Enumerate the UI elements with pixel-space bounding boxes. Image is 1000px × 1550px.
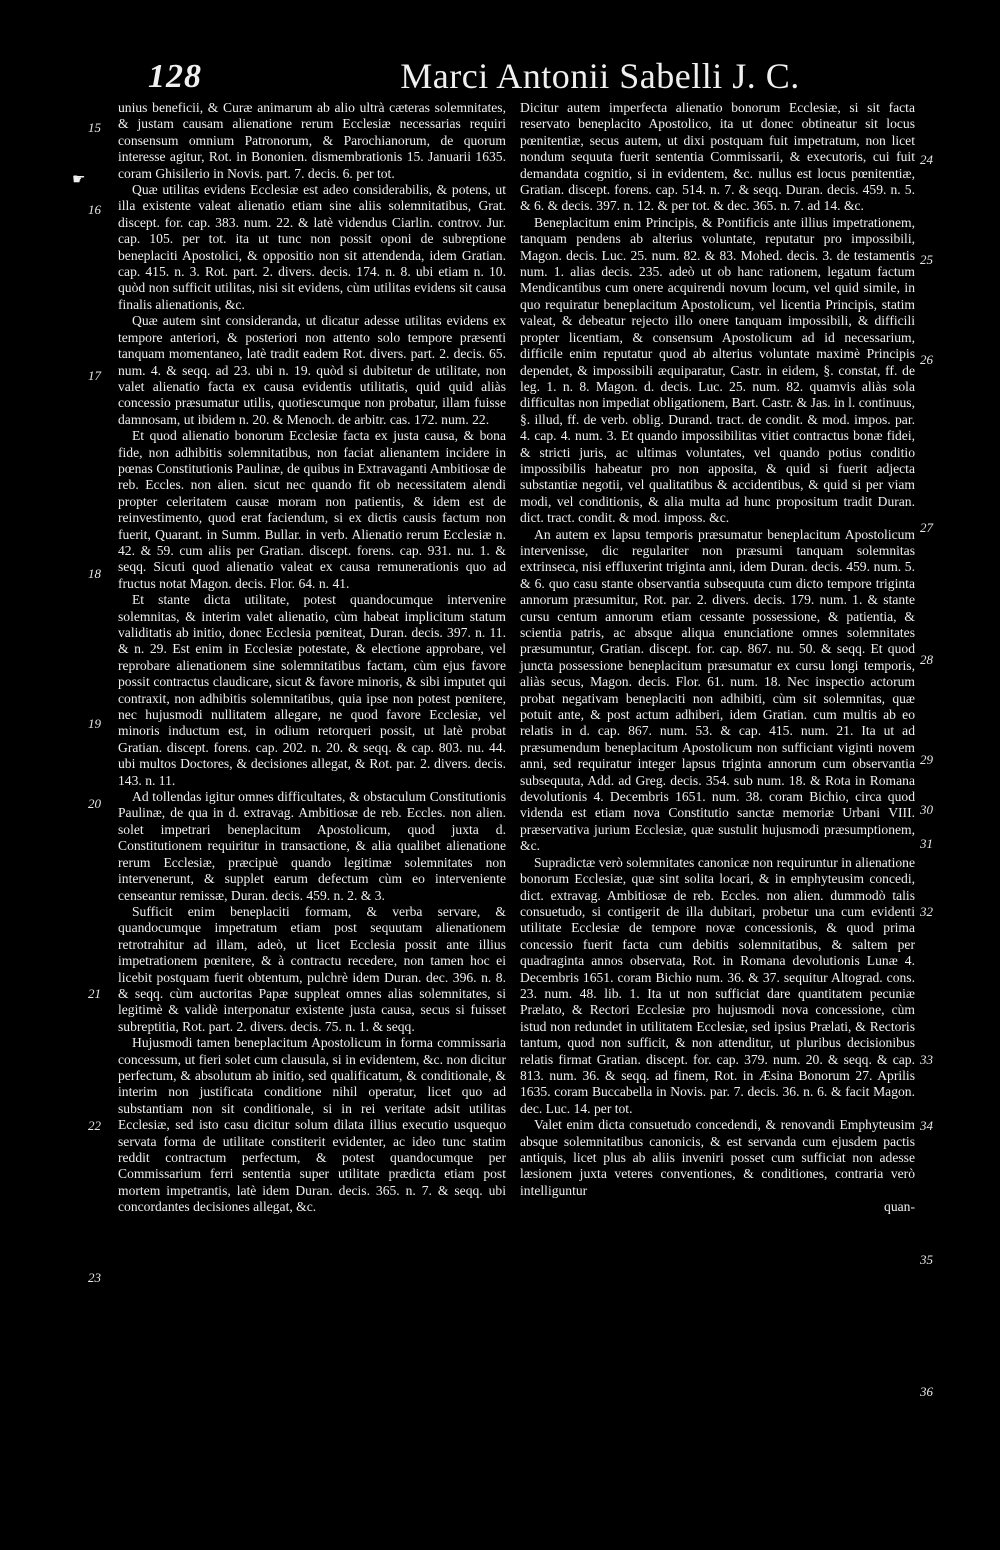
margin-number: 18 [88,566,101,581]
paragraph: Dicitur autem imperfecta alienatio bonorum Ecclesiæ, si sit facta reservato beneplacito Apostolico, ita ut donec obtineatur sit locus pœnitentiæ, secus autem, ut dixi postquam fuit impetratum, non licet nondum sequuta fuerit sententia Commissarii, & executoris, cui fuit demandata cognitio, si in evidentem, &c. nullus est locus pœnitentiæ, Gratian. discept. forens. cap. 514. n. 7. & seqq. Duran. decis. 459. n. 5. & 6. & decis. 397. n. 12. & per tot. & dec. 365. n. 7. ad 14. &c. [520,100,915,214]
margin-number: 32 [920,904,933,919]
paragraph: An autem ex lapsu temporis præsumatur beneplacitum Apostolicum intervenisse, dic regulariter non præsumi tanquam solemnitas extrinseca, nisi effluxerint triginta anni, idem Duran. decis. 459. num. 5. & 6. quo casu stante observantia subsequuta cum dicto tempore triginta annorum præsumitur, Rot. par. 2. divers. decis. 179. num. 1. & stante cursu centum annorum etiam cessante possessione, & patientia, & scientia patris, ac absque aliqua enunciatione omnes solemnitates præsumuntur, Gratian. discept. for. cap. 867. nu. 50. & seqq. Et quod juncta possessione beneplacitum præsumatur ex cursu longi temporis, aliàs secus, Magon. decis. Flor. 61. num. 18. Nec inspectio actorum probat negativam beneplaciti non adhibiti, cùm sit solemnitas, quæ potuit ante, & post actum adhiberi, idem Gratian. cum multis ab eo relatis in d. cap. 867. num. 53. & cap. 415. num. 21. Ita ut ad præsumendum beneplacitum Apostolicum non sufficiant viginti novem anni, sed requiratur integer lapsus triginta annorum cum observantia subsequuta, Add. ad Greg. decis. 354. sub num. 18. & Rota in Romana devolutionis 4. Decembris 1651. num. 38. coram Bichio, circa quod videnda est etiam nova Constitutio sanctæ memoriæ Urbani VIII. præservativa jurium Ecclesiæ, quæ sustulit hujusmodi præsumptionem, &c. [520,526,915,854]
margin-number: 27 [920,520,933,535]
margin-number: 26 [920,352,933,367]
paragraph: Valet enim dicta consuetudo concedendi, & renovandi Emphyteusim absque solemnitatibus canonicis, & est servanda cum ejusdem pactis antiquis, licet plus ab aliis inveniri posset cum sufficiat non adesse læsionem juxta veteres conventiones, & conditiones, contraria verò intelliguntur [520,1117,915,1198]
manicule-icon: ☛ [72,172,86,188]
margin-number: 17 [88,368,101,383]
margin-number: 35 [920,1252,933,1267]
margin-number: 29 [920,752,933,767]
catchword: quan- [884,1199,915,1215]
paragraph: Sufficit enim beneplaciti formam, & verba servare, & quandocumque impetratum etiam post sequutam alienationem retrotrahitur ad illam, adeò, ut licet Ecclesia possit ante illius impetrationem pœnitere, & à contractu recedere, non tamen hoc ei licebit postquam fuerit obtentum, pulchrè idem Duran. dec. 396. n. 8. & seqq. cùm auctoritas Papæ suppleat omnes alias solemnitates, si legitimè & validè interponatur existente justa causa, secus si fuisset subreptitia, Rot. part. 2. divers. decis. 75. n. 1. & seqq. [118,903,506,1034]
margin-number: 30 [920,802,933,817]
margin-number: 31 [920,836,933,851]
margin-number: 22 [88,1118,101,1133]
right-column [520,100,915,1216]
paragraph: Ad tollendas igitur omnes difficultates, & obstaculum Constitutionis Paulinæ, de qua in d. extravag. Ambitiosæ de reb. Eccles. non alien. solet impetrari beneplacitum Apostolicum, quod juxta d. Constitutionem requiritur in transactione, & alia qualibet alienatione rerum Ecclesiæ, præcipuè quando legitimæ solemnitates non intervenerunt, & supplet earum defectum cùm eo interveniente censeantur remissæ, Duran. decis. 459. n. 2. & 3. [118,789,506,903]
paragraph: Quæ autem sint consideranda, ut dicatur adesse utilitas evidens ex tempore anteriori, & posteriori non attento solo tempore præsenti tanquam momentaneo, latè tradit eadem Rot. divers. part. 2. decis. 65. num. 4. & seqq. ad 23. ubi n. 19. quòd si dubitetur de utilitate, non valet alienatio facta ex causa evidentis utilitatis, quid quid aliàs concessio præsumatur utilis, quotiescumque non probatur, illam fuisse damnosam, ut ibidem n. 20. & Menoch. de arbitr. cas. 172. num. 22. [118,313,506,427]
margin-number: 36 [920,1384,933,1399]
margin-number: 33 [920,1052,933,1067]
paragraph: Hujusmodi tamen beneplacitum Apostolicum in forma commissaria concessum, ut fieri solet cum clausula, si in evidentem, &c. non dicitur perfectum, & absolutum ab initio, sed qualificatum, & conditionale, & interim non justificata conditione nihil operatur, licet quo ad substantiam non sit conditionale, si in rei veritate adsit utilitas Ecclesiæ, sed isto casu dicitur solum dilata illius executio usquequo servata forma de utilitate constiterit evidenter, ac ideo tunc statim reddit contractum perfectum, & potest quandocumque per Commissarium ferri sententia super utilitate prædicta etiam post mortem impetrantis, latè idem Duran. decis. 365. n. 7. & seqq. ubi concordantes decisiones allegat, &c. [118,1035,506,1215]
left-column [118,100,506,1216]
margin-number: 21 [88,986,101,1001]
margin-number: 23 [88,1270,101,1285]
paragraph: Et quod alienatio bonorum Ecclesiæ facta ex justa causa, & bona fide, non adhibitis solemnitatibus, non faciat alienantem incidere in pœnas Constitutionis Paulinæ, de quibus in Extravaganti Ambitiosæ de reb. Eccles. non alien. sicut nec quando fit ob necessitatem alendi propter celeritatem causæ moram non patientis, & idem est de reinvestimento, quod erat faciendum, si ex dictis causis factum non fuerit, Quarant. in Summ. Bullar. in verb. Alienatio rerum Ecclesiæ n. 42. & 59. cum aliis per Gratian. discept. forens. cap. 931. nu. 1. & seqq. Sicuti quod alienatio valeat ex causa remunerationis quo ad fructus notat Magon. decis. Flor. 64. n. 41. [118,428,506,591]
paragraph: unius beneficii, & Curæ animarum ab alio ultrà cæteras solemnitates, & justam causam alienatione rerum Ecclesiæ necessarias requiri consensum omnium Patronorum, & Parochianorum, de quorum interesse agitur, Rot. in Bononien. dismembrationis 15. Januarii 1635. coram Ghisilerio in Novis. part. 7. decis. 6. per tot. [118,100,506,181]
margin-number: 28 [920,652,933,667]
paragraph: Supradictæ verò solemnitates canonicæ non requiruntur in alienatione bonorum Ecclesiæ, quæ sint solita locari, & in emphyteusim concedi, dict. extravag. Ambitiosæ de reb. Eccles. non alien. dummodò talis consuetudo, si contigerit de illa dubitari, probetur una cum evidenti utilitate Ecclesiæ de tempore novæ concessionis, & quod prima concessio fuerit facta cum debitis solemnitatibus, & saltem per quadraginta annos observata, Rot. in Romana devolutionis Lunæ 4. Decembris 1651. coram Bichio num. 36. & 37. sequitur Altograd. cons. 23. num. 48. lib. 1. Ita ut non sufficiat dare quantitatem pecuniæ Prælato, & Rectori Ecclesiæ pro hujusmodi nova concessione, cùm istud non redundet in utilitatem Ecclesiæ, sed ipsius Prælati, & Rectoris tantum, quod non sufficit, & non attenditur, ut pluribus decisionibus relatis firmat Gratian. discept. for. cap. 379. num. 20. & seqq. & cap. 813. num. 36. & seqq. ad finem, Rot. in Æsina Bonorum 27. Aprilis 1635. coram Buccabella in Novis. par. 7. decis. 36. n. 6. & facit Magon. dec. Luc. 14. per tot. [520,854,915,1116]
margin-number: 15 [88,120,101,135]
margin-number: 20 [88,796,101,811]
running-head: Marci Antonii Sabelli J. C. [400,56,800,96]
margin-number: 16 [88,202,101,217]
paragraph: Et stante dicta utilitate, potest quandocumque intervenire solemnitas, & interim valet alienatio, cùm habeat implicitum statum validitatis ab initio, donec Ecclesia pœniteat, Duran. decis. 397. n. 11. & n. 29. Est enim in Ecclesiæ potestate, & electione approbare, vel reprobare alienationem sine solemnitatibus factam, cùm ejus favore possit contractus claudicare, sicut & favore minoris, & sibi imputet qui contraxit, non adhibitis solemnitatibus, quia ipse non potest pœnitere, nec hujusmodi nullitatem allegare, ne quod favore Ecclesiæ, vel minoris inductum est, in odium retorqueri possit, ut latè probat Gratian. discept. forens. cap. 202. n. 20. & seqq. & cap. 803. nu. 44. ubi multos Doctores, & decisiones allegat, & Rot. par. 2. divers. decis. 143. n. 11. [118,592,506,788]
paragraph: Quæ utilitas evidens Ecclesiæ est adeo considerabilis, & potens, ut illa existente valeat alienatio etiam sine aliis solemnitatibus, Grat. discept. for. cap. 383. num. 22. & latè videndus Ciarlin. controv. Jur. cap. 105. per tot. ita ut tunc non possit oponi de subreptione beneplaciti Apostolici, & oppositio non sit attendenda, idem Gratian. cap. 415. n. 3. Rot. part. 2. divers. decis. 174. n. 8. ubi etiam n. 10. quòd non sufficit utilitas, nisi sit evidens, cùm utilitas evidens sit causa finalis alienationis, &c. [118,182,506,312]
margin-number: 19 [88,716,101,731]
paragraph: Beneplacitum enim Principis, & Pontificis ante illius impetrationem, tanquam pendens ab alterius voluntate, reputatur pro impossibili, Magon. decis. Luc. 25. num. 82. & 83. Mohed. decis. 3. de testamentis num. 1. alias decis. 235. adeò ut ob hanc rationem, legatum factum Mendicantibus cum onere acquirendi novum locum, vel quid simile, in quo requiratur beneplacitum Apostolicum, vel licentia Principis, statim valeat, & debeatur rejecto illo onere tanquam impossibili, & difficili propter licentiam, & consensum Apostolicum ad id necessarium, difficile enim reputatur quod ab alterius voluntate maximè Principis dependet, & impossibili æquiparatur, Castr. in eidem, §. constat, ff. de leg. 1. n. 8. Magon. d. decis. Luc. 25. num. 82. quamvis aliàs sola difficultas non impediat obligationem, Bart. Castr. & Jas. in l. continuus, §. illud, ff. de verb. oblig. Durand. tract. de condit. & mod. impos. par. 4. cap. 4. num. 3. Et quando impossibilitas vitiet contractus bonæ fidei, & stricti juris, ac ultimas voluntates, vel quando potius conditio impossibilis habeatur pro non apposita, & quid si fuerit adjecta substantiæ negotii, vel qualitatibus & accidentibus, & quid si per viam modi, vel conditionis, & alia multa ad hunc propositum tradit Duran. dict. tract. condit. & mod. imposs. &c. [520,214,915,526]
margin-number: 24 [920,152,933,167]
margin-number: 34 [920,1118,933,1133]
page-number: 128 [148,58,202,95]
margin-number: 25 [920,252,933,267]
